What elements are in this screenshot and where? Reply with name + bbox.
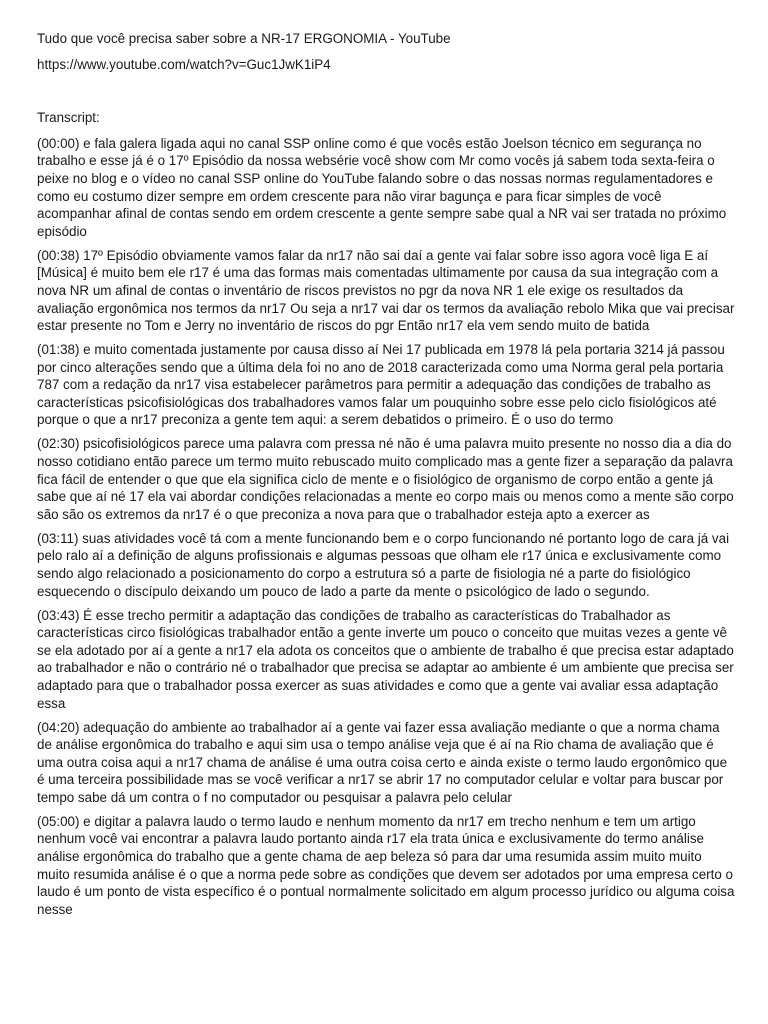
transcript-paragraph-0311: (03:11) suas atividades você tá com a mente funcionando bem e o corpo funcionando né portanto logo de cara já vai pelo ralo aí a definição de alguns profissionais e algumas pessoas que olham ele r17 única e exclusivamente como sendo algo relacionado a posicionamento do corpo a estrutura só a parte de fisiologia né a parte do fisiológico esquecendo o discípulo deixando um pouco de lado a parte da mente o psicológico de lado o segundo. xyxy=(37,530,730,599)
video-url: https://www.youtube.com/watch?v=Guc1JwK1iP4 xyxy=(37,56,331,72)
transcript-paragraph-0420: (04:20) adequação do ambiente ao trabalhador aí a gente vai fazer essa avaliação mediante o que a norma chama de análise ergonômica do trabalho e aqui sim usa o tempo análise veja que é aí na Rio chama de avaliação que é uma outra coisa aqui a nr17 chama de análise é uma outra coisa certo e ainda existe o termo laudo ergonômico que é uma terceira possibilidade mas se você verificar a nr17 se abrir 17 no computador celular e voltar para buscar por tempo sabe dá um contra o f no computador ou pesquisar a palavra pelo celular xyxy=(37,719,728,805)
transcript-paragraph-0500: (05:00) e digitar a palavra laudo o termo laudo e nenhum momento da nr17 em trecho nenhum e tem um artigo nenhum você vai encontrar a palavra laudo portanto ainda r17 ela trata única e exclusivamente do termo análise análise ergonômica do trabalho que a gente chama de aep beleza só para dar uma resumida assim muito muito muito resumida análise é o que a norma pede sobre as condições que devem ser adotados por uma empresa certo o laudo é um ponto de vista específico é o pontual normalmente solicitado em algum processo jurídico ou alguma coisa nesse xyxy=(37,813,735,917)
transcript-paragraph-0138: (01:38) e muito comentada justamente por causa disso aí Nei 17 publicada em 1978 lá pela portaria 3214 já passou por cinco alterações sendo que a última dela foi no ano de 2018 caracterizada como uma Norma geral pela portaria 787 com a redação da nr17 visa estabelecer parâmetros para permitir a adequação das condições de trabalho as características psicofisiológicas dos trabalhadores vamos falar um pouquinho sobre esse pelo ciclo fisiológicos até porque o que a nr17 preconiza a gente tem aqui: a serem debatidos o primeiro. É o uso do termo xyxy=(37,342,725,428)
transcript-paragraph-0230: (02:30) psicofisiológicos parece uma palavra com pressa né não é uma palavra muito presente no nosso dia a dia do nosso cotidiano então parece um termo muito rebuscado muito complicado mas a gente fizer a separação da palavra fica fácil de entender o que que ela significa ciclo de mente e o fisiológico de organismo de corpo então a gente já sabe que aí né 17 ela vai abordar condições relacionadas a mente eo corpo mais ou menos como a mente são corpo são são os extremos da nr17 é o que preconiza a nova para que o trabalhador esteja apto a exercer as xyxy=(37,436,734,522)
document-page xyxy=(37,30,737,925)
transcript-paragraph-0038: (00:38) 17º Episódio obviamente vamos falar da nr17 não sai daí a gente vai falar sobre isso agora você liga E aí [Música] é muito bem ele r17 é uma das formas mais comentadas ultimamente por causa da sua integração com a nova NR um afinal de contas o inventário de riscos previstos no pgr da nova NR 1 ele exige os resultados da avaliação ergonômica nos termos da nr17 Ou seja a nr17 vai dar os termos da avaliação rebolo Mika que vai precisar estar presente no Tom e Jerry no inventário de riscos do pgr Então nr17 ela vem sendo muito de batida xyxy=(37,247,735,334)
transcript-paragraph-0000: (00:00) e fala galera ligada aqui no canal SSP online como é que vocês estão Joelson técnico em segurança no trabalho e esse já é o 17º Episódio da nossa websérie você show com Mr como vocês já sabem toda sexta-feira o peixe no blog e o vídeo no canal SSP online do YouTube falando sobre o das nossas normas regulamentadores e como eu costumo dizer sempre em ordem crescente para não virar bagunça e para ficar simples de você acompanhar afinal de contas sendo em ordem crescente a gente sempre sabe qual a NR vai ser tratada no próximo episódio xyxy=(37,135,727,239)
transcript-paragraph-0343: (03:43) É esse trecho permitir a adaptação das condições de trabalho as características do Trabalhador as características circo fisiológicas trabalhador então a gente inverte um pouco o conceito que muitas vezes a gente vê se ela adotado por aí a gente a nr17 ela adota os conceitos que o ambiente de trabalho é que precisa estar adaptado ao trabalhador e não o contrário né o trabalhador que precisa se adaptar ao ambiente é um ambiente que precisa ser adaptado para que o trabalhador possa exercer as suas atividades e como que a gente vai avaliar essa adaptação essa xyxy=(37,607,734,711)
document-title: Tudo que você precisa saber sobre a NR-17 ERGONOMIA - YouTube xyxy=(37,31,451,46)
transcript-label: Transcript: xyxy=(37,110,100,126)
